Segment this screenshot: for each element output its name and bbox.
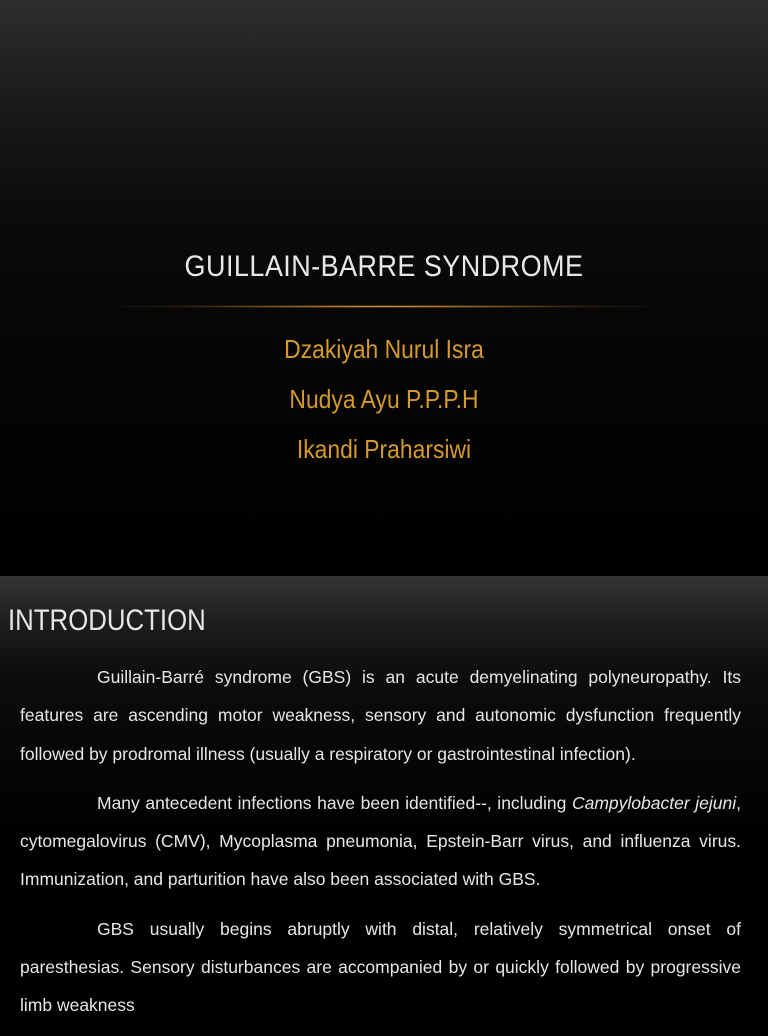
- paragraph-text: Many antecedent infections have been identified--, including: [97, 792, 572, 813]
- body-paragraph: [20, 784, 741, 899]
- presentation-title: GUILLAIN-BARRE SYNDROME: [184, 250, 584, 283]
- title-divider-line: [120, 305, 648, 308]
- introduction-body: [20, 658, 741, 1036]
- paragraph-text: , cytomegalovirus (CMV), Mycoplasma pneumonia, Epstein-Barr virus, and influenza virus. Immunization, and parturition have also been associated with GBS.: [20, 792, 741, 890]
- italic-organism-name: Campylobacter jejuni: [571, 792, 737, 813]
- author-name: Dzakiyah Nurul Isra: [284, 334, 484, 364]
- body-paragraph: GBS usually begins abruptly with distal, relatively symmetrical onset of paresthesias. Sensory disturbances are accompanied by or quickly followed by progressive limb weakness: [20, 918, 741, 1016]
- author-name: Ikandi Praharsiwi: [296, 434, 472, 464]
- body-paragraph: Guillain-Barré syndrome (GBS) is an acute demyelinating polyneuropathy. Its features are ascending motor weakness, sensory and autonomic dysfunction frequently followed by prodromal illness (usually a respiratory or gastrointestinal infection).: [20, 667, 741, 764]
- author-list: [0, 330, 768, 480]
- section-heading: INTRODUCTION: [8, 604, 206, 637]
- author-name: Nudya Ayu P.P.P.H: [289, 384, 479, 414]
